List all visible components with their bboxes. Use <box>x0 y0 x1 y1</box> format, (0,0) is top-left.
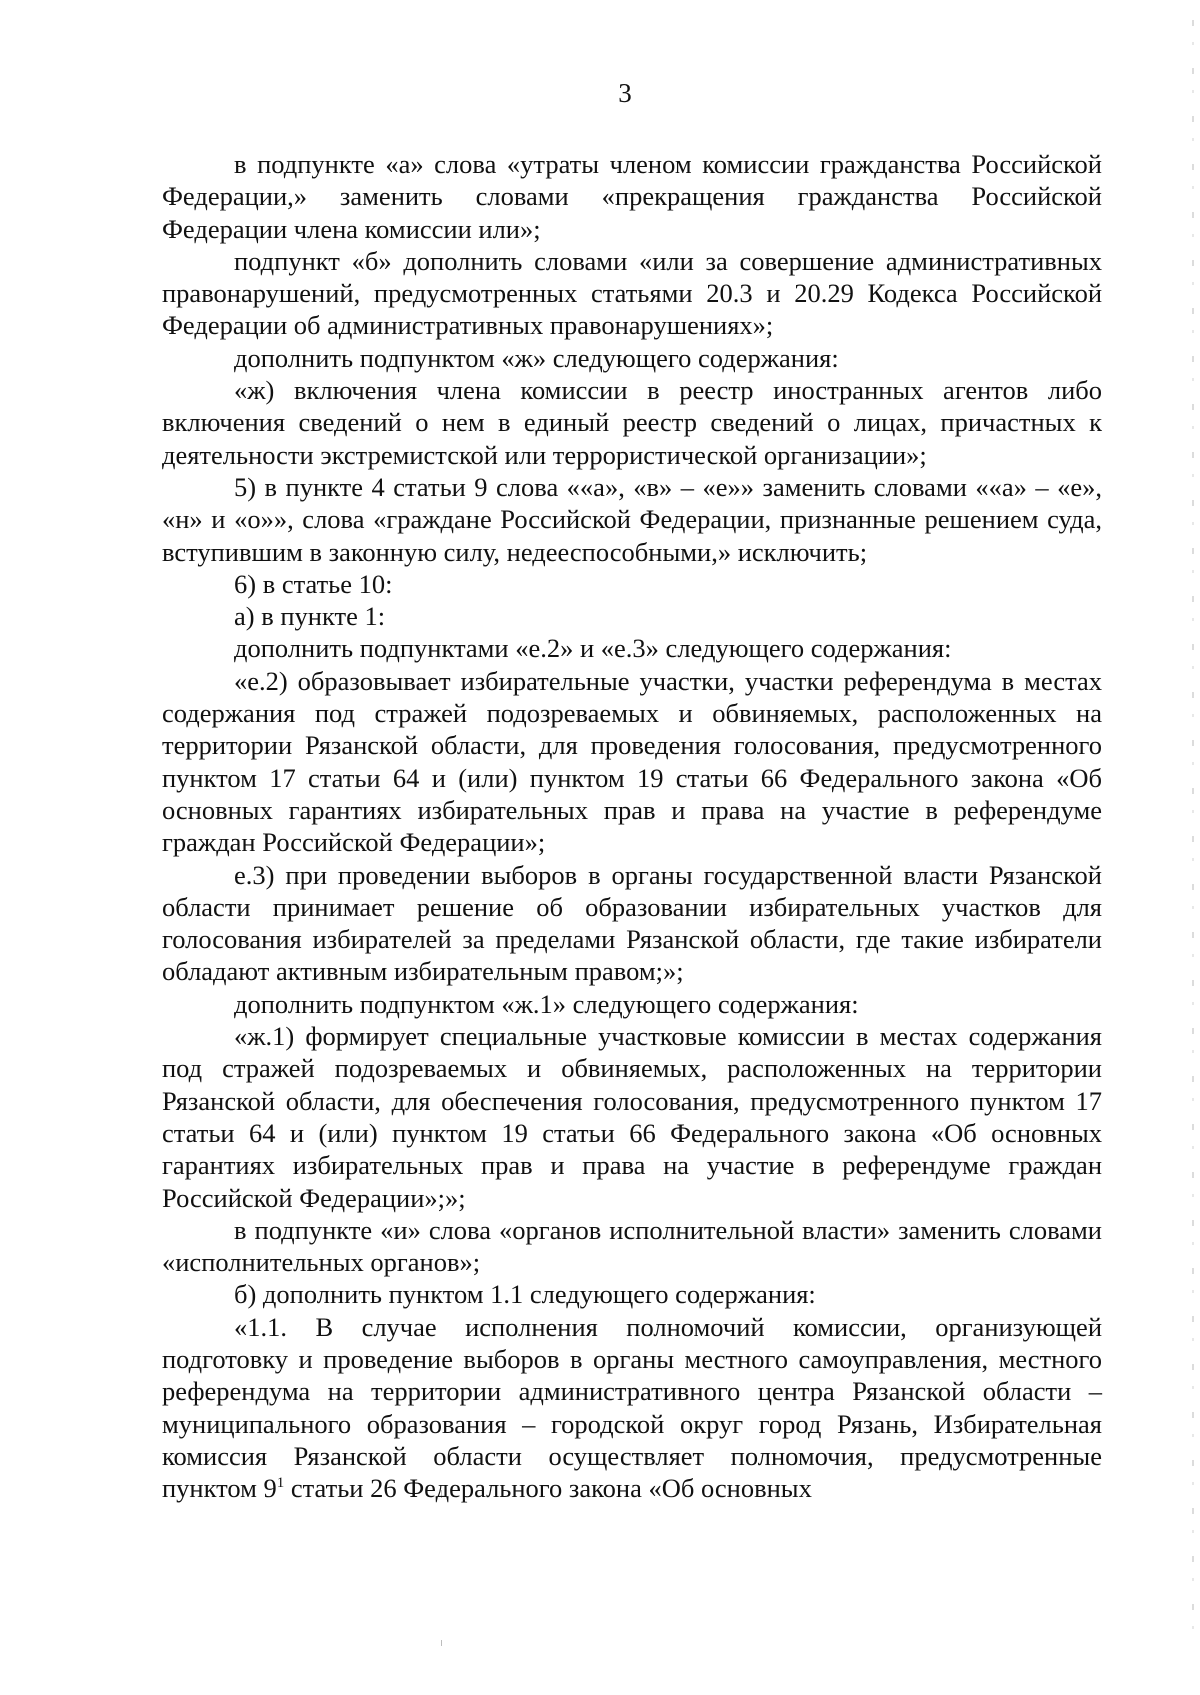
paragraph: дополнить подпунктом «ж.1» следующего содержания: <box>234 988 859 1019</box>
paragraph: а) в пункте 1: <box>234 601 386 632</box>
page-number: 3 <box>618 78 632 108</box>
document-body <box>162 148 1102 1504</box>
paragraph-text: «1.1. В случае исполнения полномочий комиссии, организующей подготовку и проведение выборов в органы местного самоуправления, местного референдума на территории административного центра Рязанской области – муниципального образования – городской округ город Рязань, Избирательная комиссия Рязанской области осуществляет полномочия, предусмотренные пунктом 9 <box>162 1311 1102 1504</box>
paragraph-last <box>162 1311 1102 1505</box>
paragraph: б) дополнить пунктом 1.1 следующего содержания: <box>234 1279 816 1310</box>
scan-edge-artifact <box>1192 20 1194 1640</box>
paragraph: в подпункте «а» слова «утраты членом комиссии гражданства Российской Федерации,» заменить словами «прекращения гражданства Российской Федерации члена комиссии или»; <box>162 149 1102 244</box>
paragraph-text: статьи 26 Федерального закона «Об основных <box>284 1473 812 1504</box>
paragraph: дополнить подпунктом «ж» следующего содержания: <box>234 342 839 373</box>
paragraph: «е.2) образовывает избирательные участки, участки референдума в местах содержания под стражей подозреваемых и обвиняемых, расположенных на территории Рязанской области, для проведения голосования, предусмотренного пунктом 17 статьи 64 и (или) пунктом 19 статьи 66 Федерального закона «Об основных гарантиях избирательных прав и права на участие в референдуме граждан Российской Федерации»; <box>162 665 1102 858</box>
paragraph: е.3) при проведении выборов в органы государственной власти Рязанской области принимает решение об образовании избирательных участков для голосования избирателей за пределами Рязанской области, где такие избиратели обладают активным избирательным правом;»; <box>162 859 1102 987</box>
paragraph: дополнить подпунктами «е.2» и «е.3» следующего содержания: <box>234 633 952 664</box>
paragraph: 6) в статье 10: <box>234 568 393 599</box>
paragraph: «ж) включения члена комиссии в реестр иностранных агентов либо включения сведений о нем в единый реестр сведений о лицах, причастных к деятельности экстремистской или террористической организации»; <box>162 375 1102 470</box>
paragraph: подпункт «б» дополнить словами «или за совершение административных правонарушений, предусмотренных статьями 20.3 и 20.29 Кодекса Российской Федерации об административных правонарушениях»; <box>162 245 1102 341</box>
paragraph: в подпункте «и» слова «органов исполнительной власти» заменить словами «исполнительных органов»; <box>162 1214 1102 1278</box>
scan-speck <box>441 1640 442 1646</box>
paragraph: 5) в пункте 4 статьи 9 слова ««а», «в» – «е»» заменить словами ««а» – «е», «н» и «о»», слова «граждане Российской Федерации, признанные решением суда, вступившим в законную силу, недееспособными,» исключить; <box>162 471 1102 567</box>
superscript: 1 <box>276 1475 285 1492</box>
paragraph: «ж.1) формирует специальные участковые комиссии в местах содержания под стражей подозреваемых и обвиняемых, расположенных на территории Рязанской области, для обеспечения голосования, предусмотренного пунктом 17 статьи 64 и (или) пунктом 19 статьи 66 Федерального закона «Об основных гарантиях избирательных прав и права на участие в референдуме граждан Российской Федерации»;»; <box>162 1021 1102 1213</box>
